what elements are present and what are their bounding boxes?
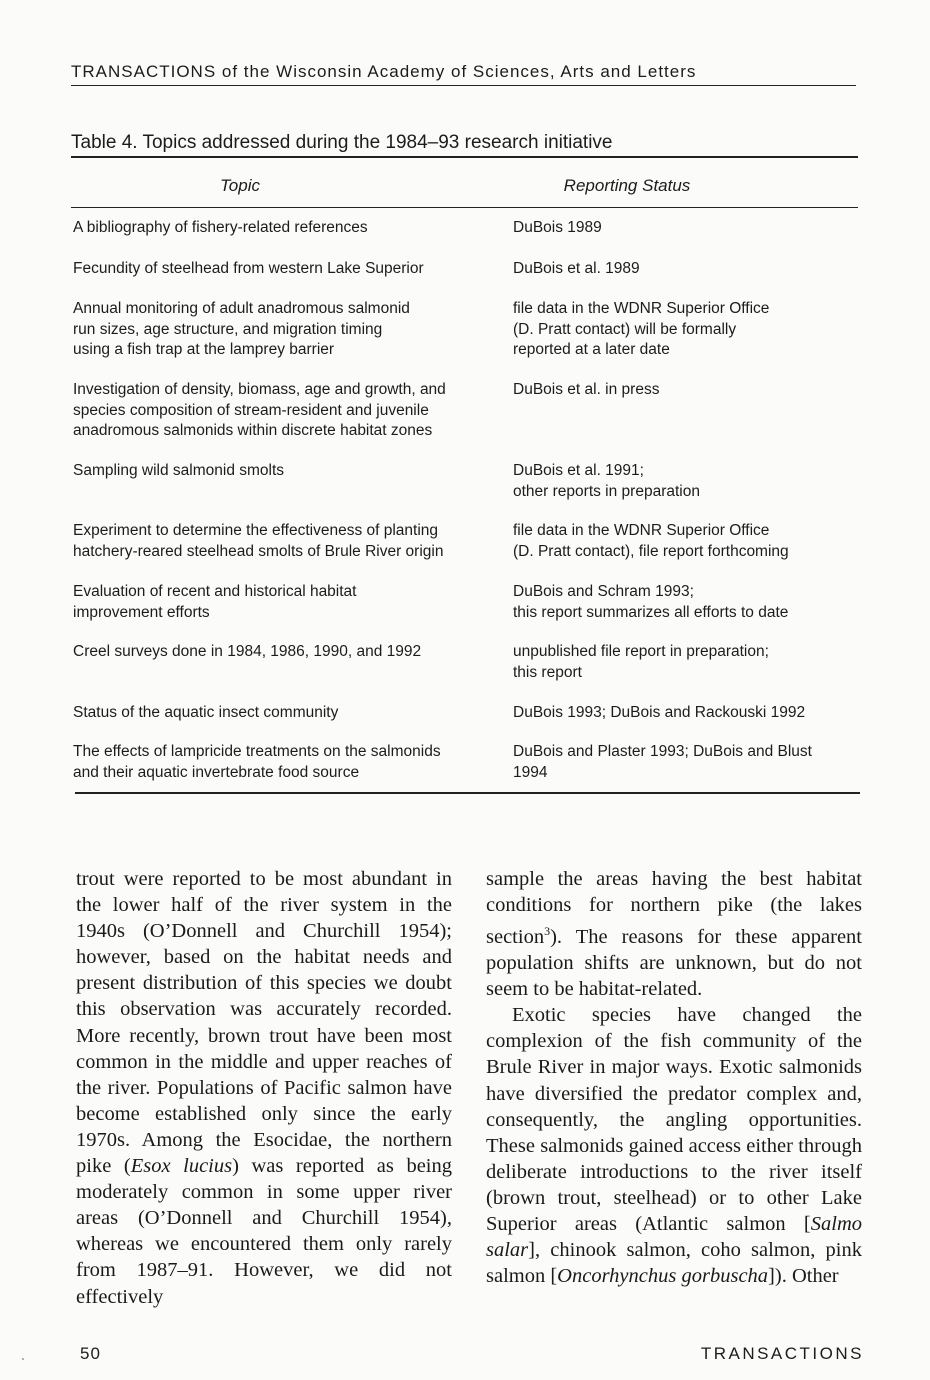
topic-cell: Evaluation of recent and historical habitat improvement efforts — [73, 583, 357, 621]
table-caption: Table 4. Topics addressed during the 1984–93 research initiative — [71, 132, 858, 158]
species-name: Salmo salar — [486, 1213, 862, 1262]
body-column-right — [486, 866, 862, 1289]
status-cell: file data in the WDNR Superior Office (D. Pratt contact), file report forthcoming — [513, 522, 789, 560]
status-cell: DuBois et al. 1991; other reports in preparation — [513, 462, 700, 500]
body-text: ]). Other — [768, 1265, 839, 1288]
column-header-topic: Topic — [219, 176, 260, 195]
status-cell: DuBois et al. in press — [513, 381, 660, 398]
status-cell: DuBois 1989 — [513, 219, 602, 236]
column-header-reporting-status: Reporting Status — [563, 176, 691, 195]
body-paragraph — [486, 1002, 862, 1289]
body-paragraph — [486, 866, 862, 1002]
topic-cell: Status of the aquatic insect community — [73, 704, 339, 721]
footer-journal-title: TRANSACTIONS — [700, 1344, 864, 1363]
page-number: 50 — [80, 1344, 101, 1363]
species-name: Esox lucius — [130, 1155, 233, 1178]
body-text: ], chinook salmon, coho salmon, pink salmon [ — [486, 1239, 862, 1288]
body-text: sample the areas having the best habitat conditions for northern pike (the lakes section — [486, 868, 862, 949]
body-text: ) was reported as being moderately common in some upper river areas (O’Donnell and Churchill 1954), whereas we encountered them only rarely from 1987–91. However, we did not effectively — [76, 1155, 452, 1308]
running-head: TRANSACTIONS of the Wisconsin Academy of Sciences, Arts and Letters — [71, 62, 856, 86]
species-name: Oncorhynchus gorbuscha — [557, 1265, 769, 1288]
status-cell: DuBois and Schram 1993; this report summarizes all efforts to date — [513, 583, 789, 621]
table-bottom-rule — [75, 792, 860, 794]
status-cell: DuBois et al. 1989 — [513, 260, 640, 277]
topic-cell: Investigation of density, biomass, age and growth, and species composition of stream-resident and juvenile anadromous salmonids within discrete habitat zones — [73, 381, 446, 439]
footnote-marker: 3 — [544, 924, 551, 939]
topic-cell: Fecundity of steelhead from western Lake Superior — [73, 260, 424, 277]
scan-speck — [22, 1358, 24, 1360]
topic-cell: Annual monitoring of adult anadromous salmonid run sizes, age structure, and migration timing using a fish trap at the lamprey barrier — [73, 300, 410, 358]
body-text: trout were reported to be most abundant in the lower half of the river system in the 1940s (O’Donnell and Churchill 1954); however, based on the habitat needs and present distribution of this species we doubt this observation was accurately recorded. More recently, brown trout have been most common in the middle and upper reaches of the river. Populations of Pacific salmon have become established only since the early 1970s. Among the Esocidae, the northern pike ( — [76, 868, 452, 1178]
body-column-left — [76, 866, 452, 1310]
body-text: ). The reasons for these apparent population shifts are unknown, but do not seem to be habitat-related. — [486, 926, 862, 1001]
status-cell: file data in the WDNR Superior Office (D. Pratt contact) will be formally reported at a later date — [513, 300, 770, 358]
topic-cell: Experiment to determine the effectiveness of planting hatchery-reared steelhead smolts of Brule River origin — [73, 522, 444, 560]
topic-cell: Creel surveys done in 1984, 1986, 1990, and 1992 — [73, 643, 422, 660]
body-text: Exotic species have changed the complexion of the fish community of the Brule River in major ways. Exotic salmonids have diversified the predator complex and, consequently, the angling opportunities. These salmonids gained access either through deliberate introductions to the river itself (brown trout, steelhead) or to other Lake Superior areas (Atlantic salmon [ — [486, 1004, 862, 1236]
table-header-row — [71, 176, 858, 208]
status-cell: unpublished file report in preparation; this report — [513, 643, 769, 681]
status-cell: DuBois and Plaster 1993; DuBois and Blust 1994 — [513, 743, 812, 781]
topic-cell: A bibliography of fishery-related references — [73, 219, 368, 236]
status-cell: DuBois 1993; DuBois and Rackouski 1992 — [513, 704, 806, 721]
body-paragraph — [76, 866, 452, 1310]
topic-cell: The effects of lampricide treatments on the salmonids and their aquatic invertebrate food source — [73, 743, 441, 781]
topic-cell: Sampling wild salmonid smolts — [73, 462, 285, 479]
